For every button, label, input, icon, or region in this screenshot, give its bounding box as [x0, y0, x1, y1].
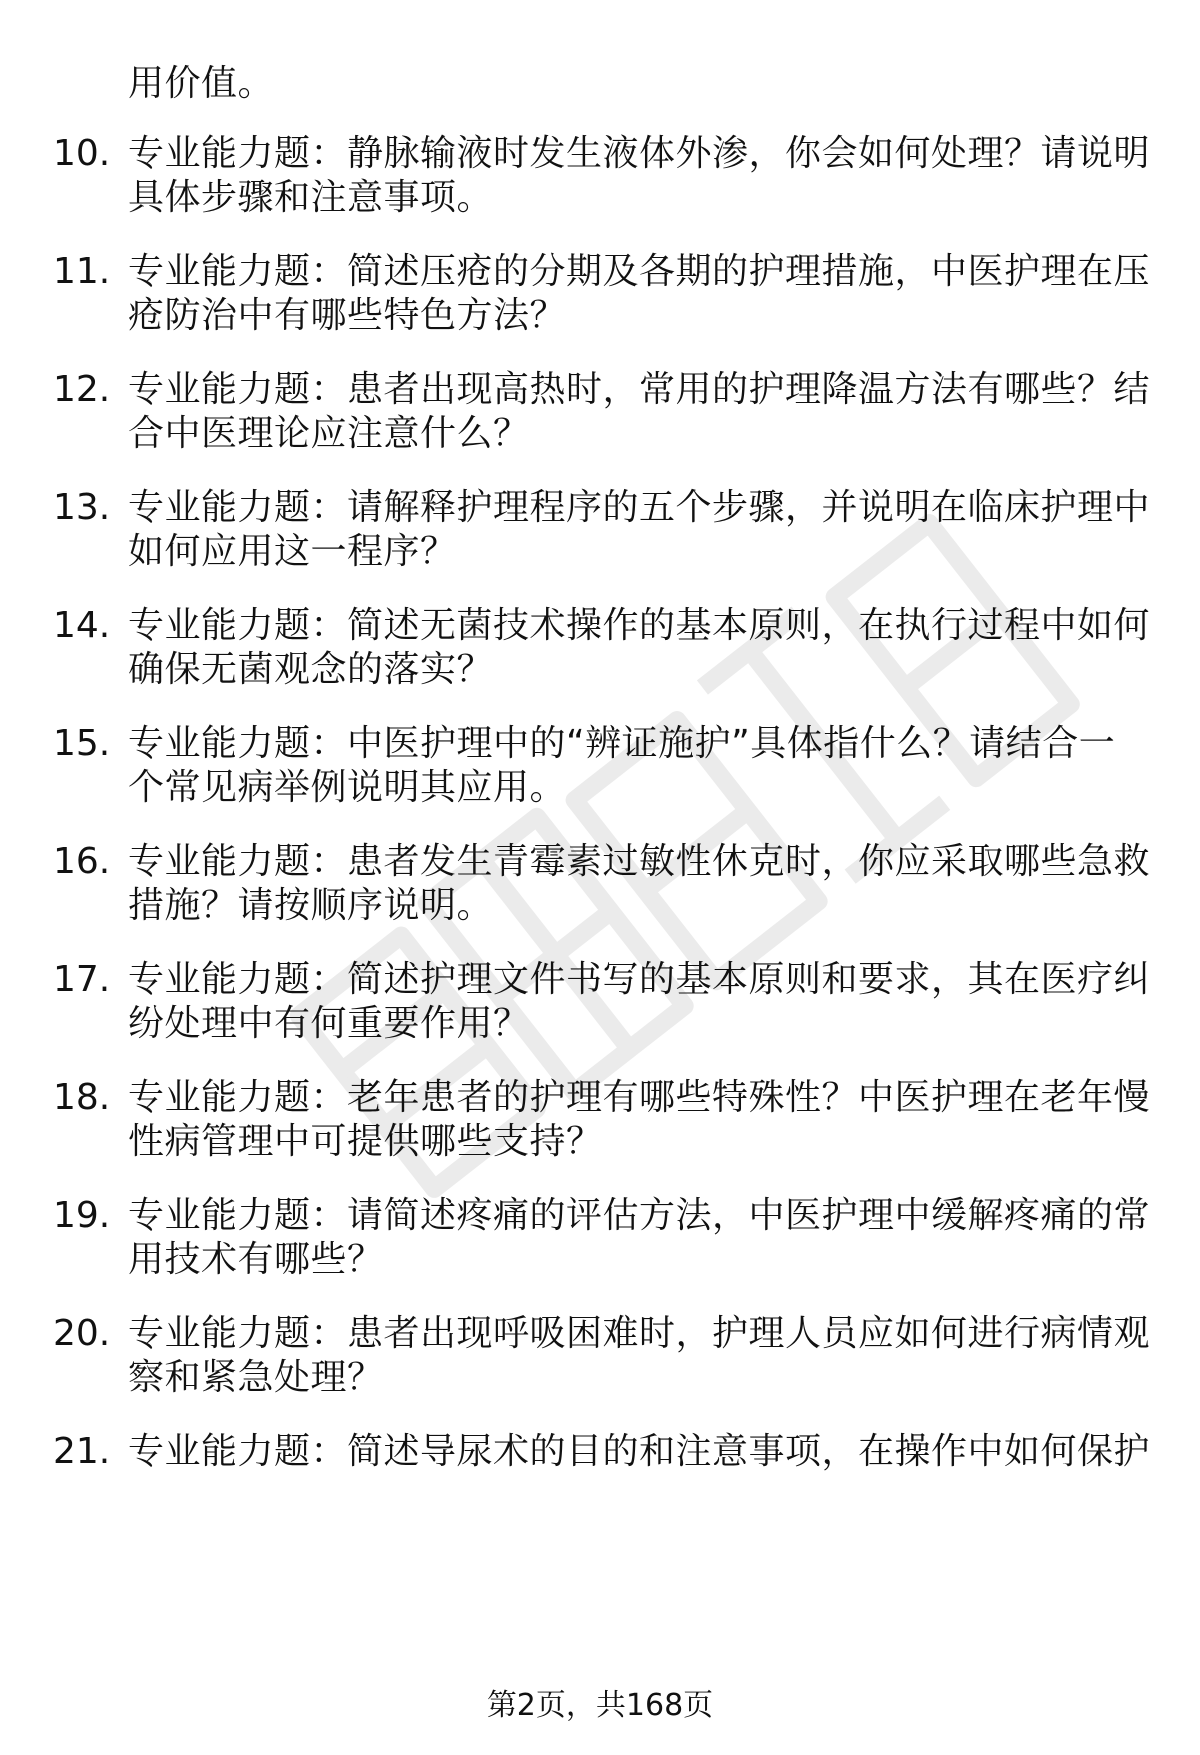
question-number: 14. [53, 605, 111, 646]
page-footer: 第2页，共168页 [486, 1688, 714, 1723]
question-line: 专业能力题：简述导尿术的目的和注意事项，在操作中如何保护 [128, 1431, 1151, 1472]
question-line: 专业能力题：请简述疼痛的评估方法，中医护理中缓解疼痛的常 [128, 1195, 1151, 1236]
question-number: 10. [53, 133, 111, 174]
question-line: 合中医理论应注意什么？ [128, 413, 530, 454]
question-line: 察和紧急处理？ [128, 1357, 384, 1398]
question-line: 专业能力题：老年患者的护理有哪些特殊性？中医护理在老年慢 [128, 1077, 1151, 1118]
question-number: 12. [53, 369, 111, 410]
question-line: 疮防治中有哪些特色方法？ [128, 295, 567, 336]
question-line: 如何应用这一程序？ [128, 531, 457, 572]
question-number: 16. [53, 841, 111, 882]
question-line: 确保无菌观念的落实？ [128, 649, 494, 690]
question-number: 11. [53, 251, 111, 292]
question-line: 用技术有哪些？ [128, 1239, 384, 1280]
question-line: 专业能力题：静脉输液时发生液体外渗，你会如何处理？请说明 [128, 133, 1151, 174]
question-line: 个常见病举例说明其应用。 [128, 767, 567, 808]
question-line: 专业能力题：患者出现呼吸困难时，护理人员应如何进行病情观 [128, 1313, 1151, 1354]
question-line: 专业能力题：简述无菌技术操作的基本原则，在执行过程中如何 [128, 605, 1151, 646]
question-number: 19. [53, 1195, 111, 1236]
question-line: 专业能力题：患者出现高热时，常用的护理降温方法有哪些？结 [128, 369, 1151, 410]
question-line: 纷处理中有何重要作用？ [128, 1003, 530, 1044]
question-line: 专业能力题：简述护理文件书写的基本原则和要求，其在医疗纠 [128, 959, 1151, 1000]
question-number: 15. [53, 723, 111, 764]
question-number: 13. [53, 487, 111, 528]
question-line: 专业能力题：简述压疮的分期及各期的护理措施，中医护理在压 [128, 251, 1151, 292]
question-number: 20. [53, 1313, 111, 1354]
question-number: 18. [53, 1077, 111, 1118]
question-line: 专业能力题：请解释护理程序的五个步骤，并说明在临床护理中 [128, 487, 1151, 528]
continuation-text: 用价值。 [128, 63, 275, 104]
question-line: 具体步骤和注意事项。 [128, 177, 494, 218]
question-line: 性病管理中可提供哪些支持？ [128, 1121, 603, 1162]
question-line: 措施？请按顺序说明。 [128, 885, 494, 926]
question-number: 21. [53, 1431, 111, 1472]
question-line: 专业能力题：患者发生青霉素过敏性休克时，你应采取哪些急救 [128, 841, 1151, 882]
question-line: 专业能力题：中医护理中的“辨证施护”具体指什么？请结合一 [128, 723, 1116, 764]
question-number: 17. [53, 959, 111, 1000]
